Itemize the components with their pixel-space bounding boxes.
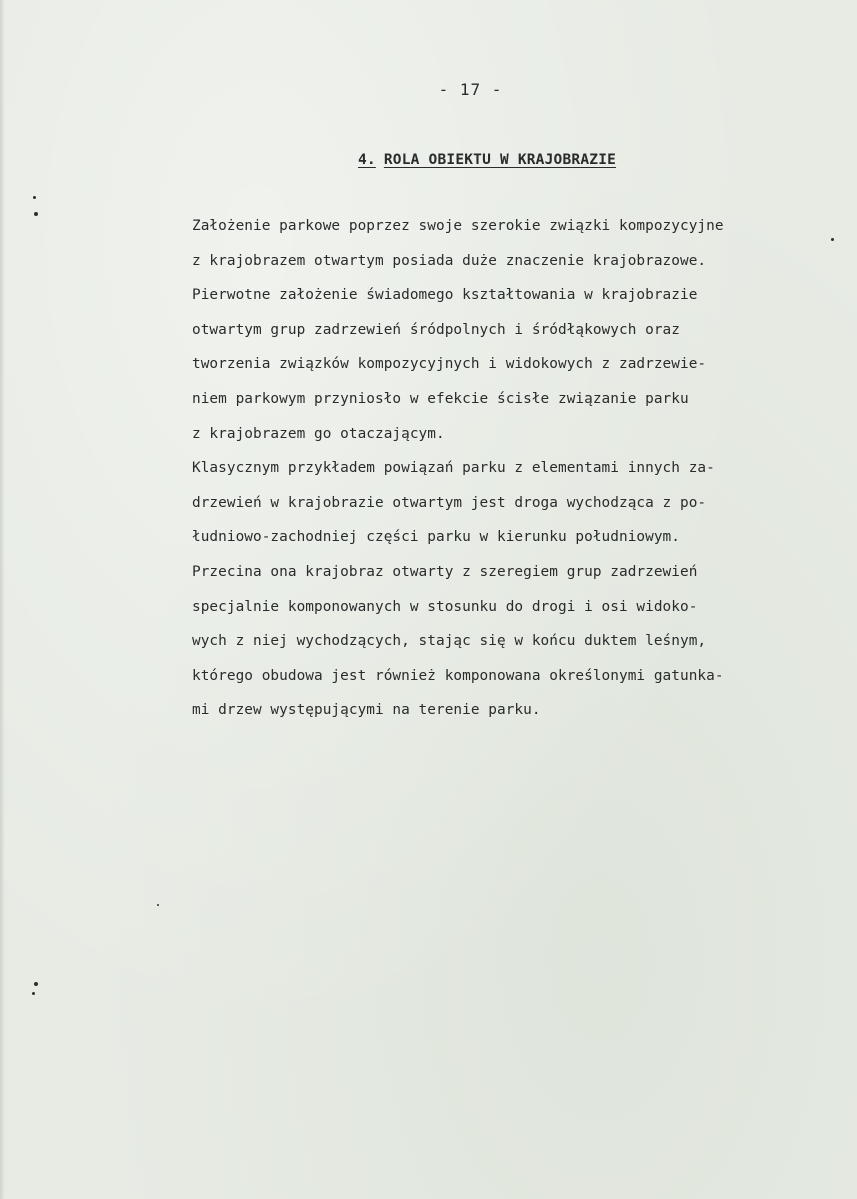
margin-speck — [831, 238, 834, 241]
text-line: mi drzew występującymi na terenie parku. — [192, 702, 541, 719]
text-line: z krajobrazem go otaczającym. — [192, 425, 445, 442]
text-line: Założenie parkowe poprzez swoje szerokie związki kompozycyjne — [192, 218, 724, 234]
text-line: otwartym grup zadrzewień śródpolnych i śródłąkowych oraz — [192, 321, 680, 338]
body-paragraphs — [192, 216, 847, 735]
text-line: wych z niej wychodzących, stając się w końcu duktem leśnym, — [192, 633, 707, 650]
text-line: Przecina ona krajobraz otwarty z szeregiem grup zadrzewień — [192, 563, 698, 580]
margin-speck — [33, 196, 36, 199]
margin-speck — [34, 982, 38, 986]
section-title: ROLA OBIEKTU W KRAJOBRAZIE — [383, 152, 617, 168]
text-line: łudniowo-zachodniej części parku w kierunku południowym. — [192, 529, 680, 546]
text-line: Pierwotne założenie świadomego kształtowania w krajobrazie — [192, 287, 698, 304]
page-number: - 17 - — [438, 80, 503, 99]
text-line: niem parkowym przyniosło w efekcie ścisłe związanie parku — [192, 390, 689, 407]
margin-speck — [34, 212, 38, 216]
page-edge-shadow — [0, 0, 5, 1199]
text-line: specjalnie komponowanych w stosunku do drogi i osi widoko- — [192, 598, 698, 615]
margin-speck — [32, 992, 35, 995]
section-heading — [358, 152, 616, 168]
margin-speck — [157, 904, 159, 906]
text-line: którego obudowa jest również komponowana określonymi gatunka- — [192, 667, 724, 684]
text-line: z krajobrazem otwartym posiada duże znaczenie krajobrazowe. — [192, 252, 707, 269]
section-number: 4. — [358, 152, 376, 168]
text-line: drzewień w krajobrazie otwartym jest droga wychodząca z po- — [192, 494, 707, 511]
text-line: Klasycznym przykładem powiązań parku z elementami innych za- — [192, 460, 715, 477]
text-line: tworzenia związków kompozycyjnych i widokowych z zadrzewie- — [192, 356, 707, 373]
